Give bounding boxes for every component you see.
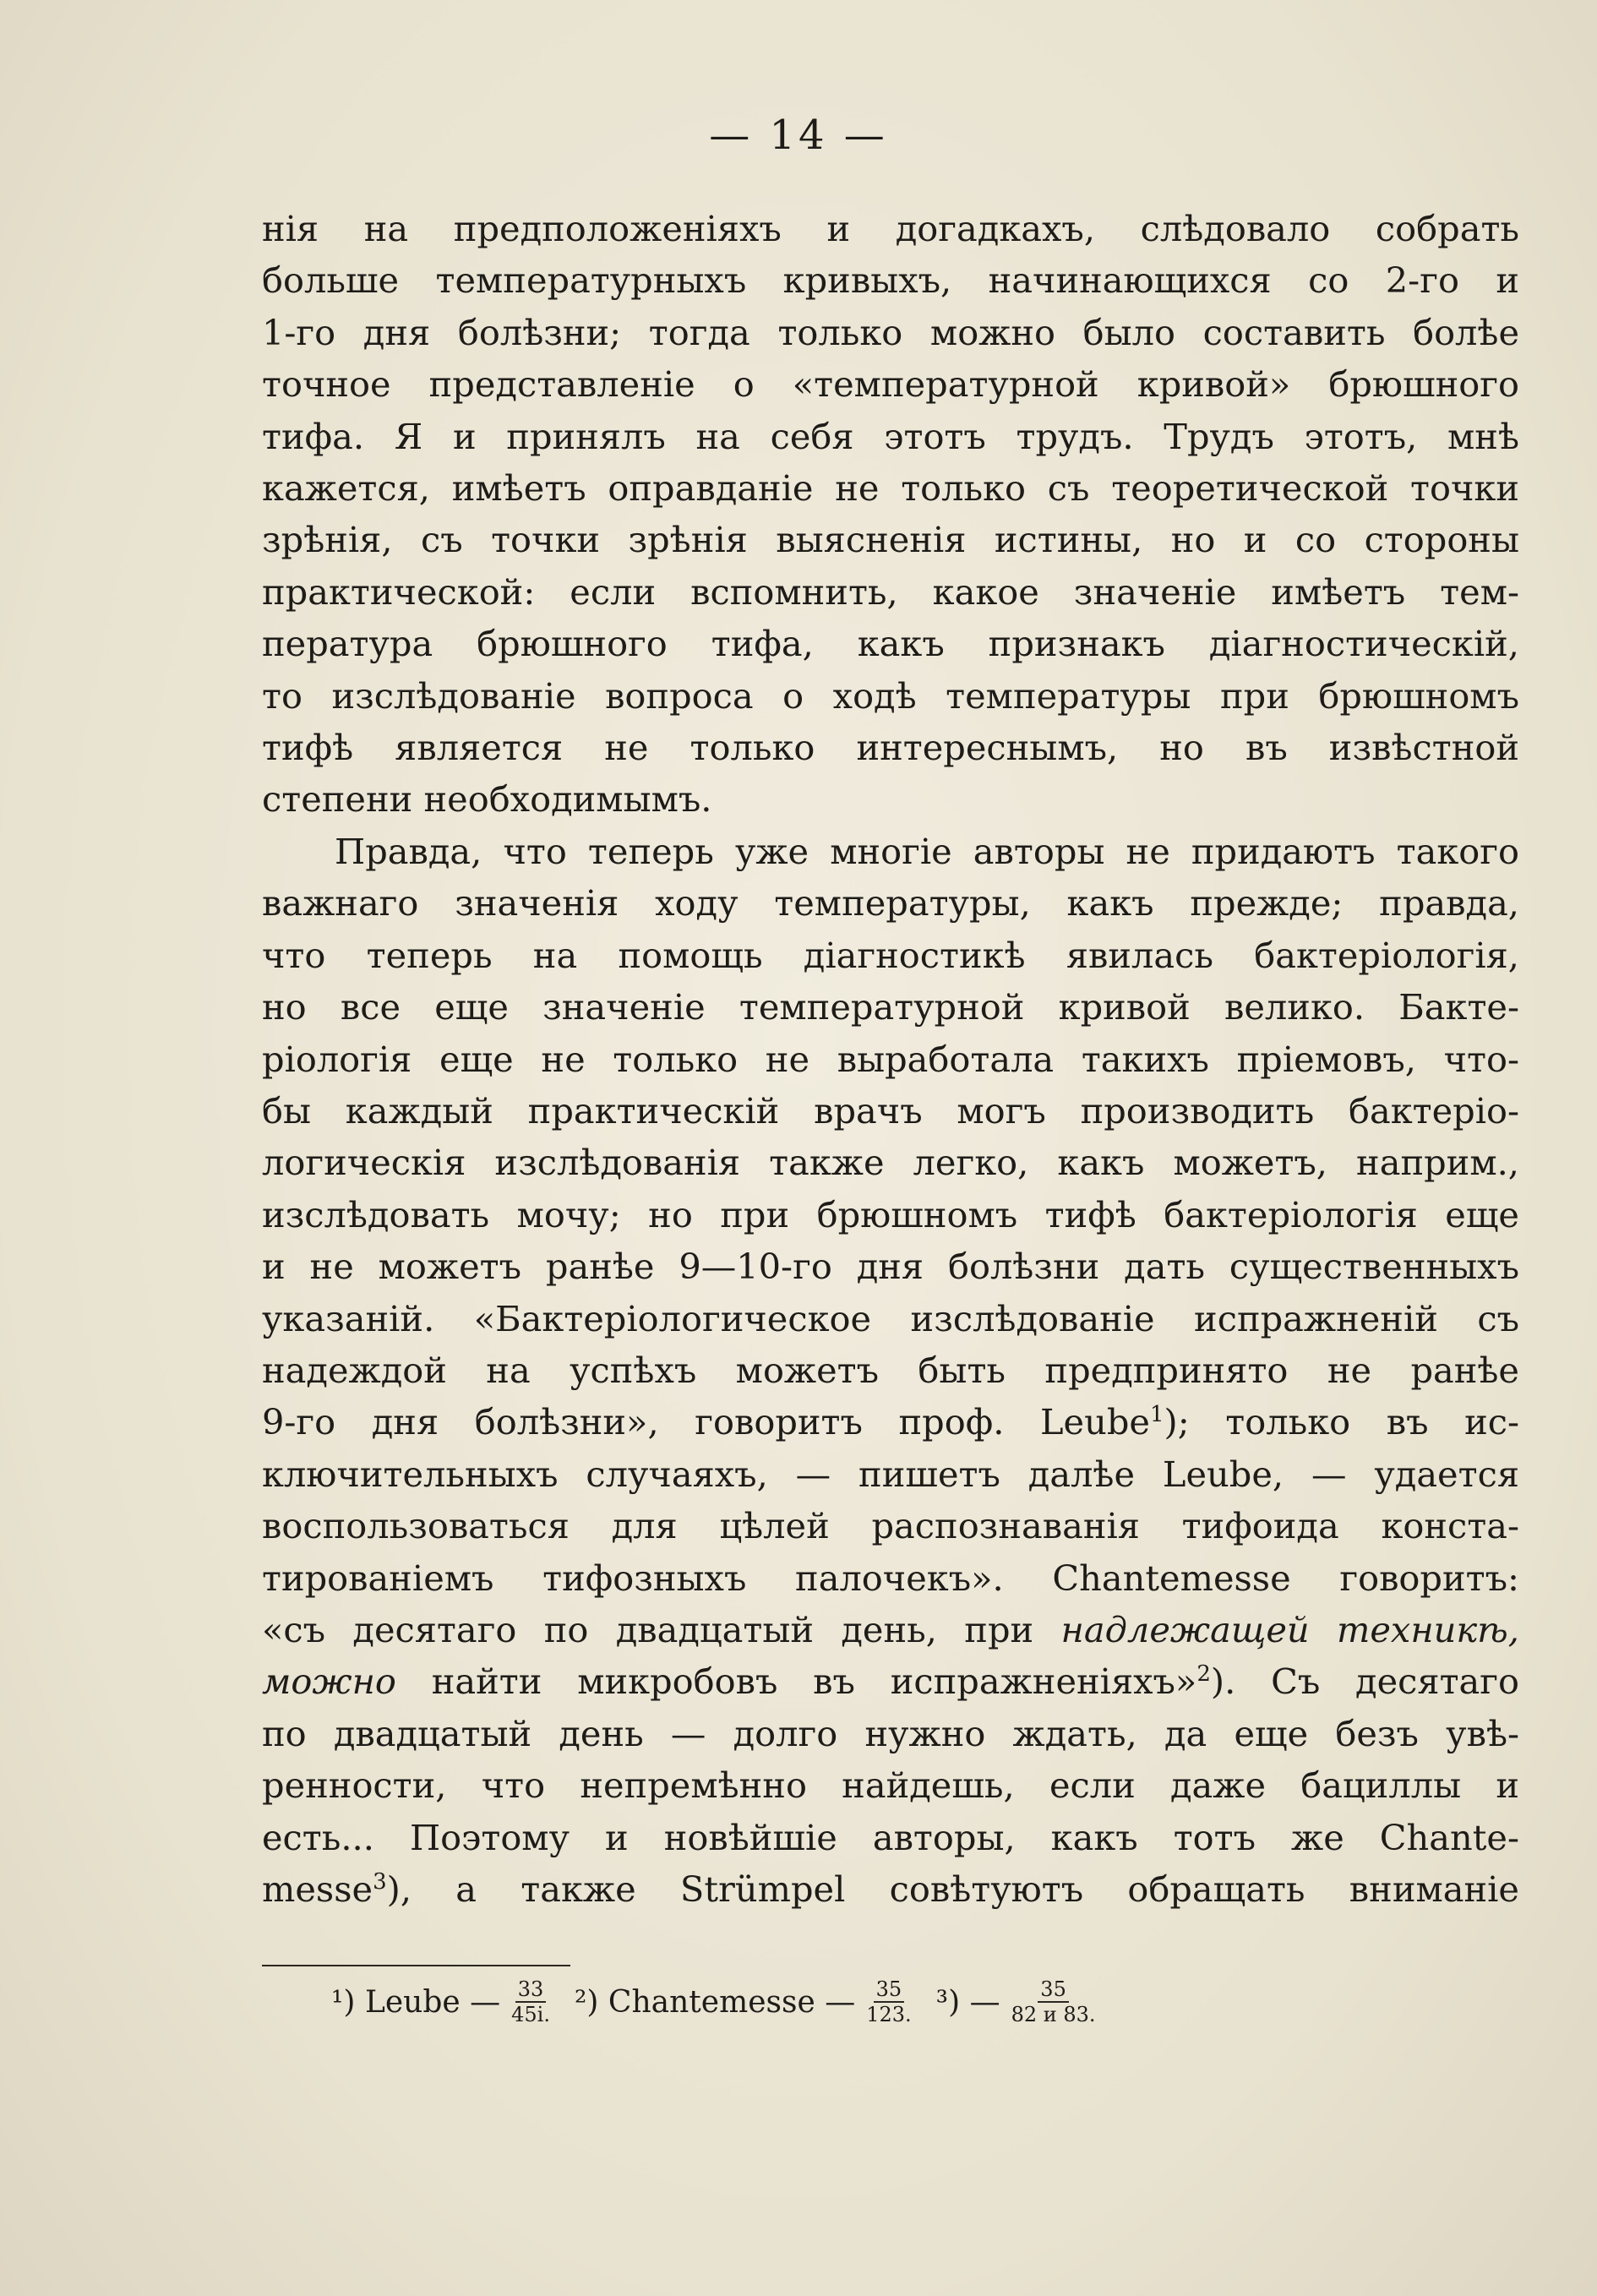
text-fragment: 9-го дня болѣзни», говоритъ проф. Leube	[262, 1401, 1150, 1443]
text-line: важнаго значенія ходу температуры, какъ прежде; правда,	[262, 882, 1519, 924]
footnote-text: Chantemesse —	[608, 1984, 856, 2020]
text-line: что теперь на помощь діагностикѣ явилась бактеріологія,	[262, 934, 1519, 976]
text-line: есть... Поэтому и новѣйшіе авторы, какъ тотъ же Chante-	[262, 1816, 1519, 1858]
text-line: нія на предположеніяхъ и догадкахъ, слѣдовало собрать	[262, 208, 1519, 249]
footnote-ref-1: 1	[1149, 1402, 1164, 1428]
footnote-2	[575, 1977, 914, 2026]
footnote-marker: ¹)	[331, 1984, 356, 2020]
footnote-ref-3: 3	[373, 1869, 387, 1895]
footnote-1	[331, 1977, 553, 2026]
fraction-denominator: 82 и 83.	[1011, 2003, 1096, 2026]
text-line: тифѣ является не только интереснымъ, но въ извѣстной	[262, 727, 1519, 769]
text-line: больше температурныхъ кривыхъ, начинающихся со 2-го и	[262, 259, 1519, 302]
text-line: точное представленіе о «температурной кривой» брюшного	[262, 363, 1519, 406]
footnote-3	[936, 1977, 1098, 2026]
text-line	[262, 1655, 1519, 1707]
text-line: кажется, имѣетъ оправданіе не только съ теоретической точки	[262, 467, 1519, 510]
text-fragment: ); только въ ис-	[1164, 1401, 1520, 1443]
text-line: ріологія еще не только не выработала такихъ пріемовъ, что-	[262, 1038, 1519, 1080]
page-number: — 14 —	[709, 112, 888, 159]
text-line: пература брюшного тифа, какъ признакъ діагностическій,	[262, 623, 1519, 665]
footnote-divider	[262, 1965, 570, 1966]
text-line: зрѣнія, съ точки зрѣнія выясненія истины, но и со стороны	[262, 519, 1519, 561]
text-line: практической: если вспомнить, какое значеніе имѣетъ тем-	[262, 570, 1519, 613]
footnote-marker: ³)	[935, 1984, 961, 2020]
text-line: тифа. Я и принялъ на себя этотъ трудъ. Трудъ этотъ, мнѣ	[262, 415, 1519, 457]
text-line: надеждой на успѣхъ можетъ быть предпринято не ранѣе	[262, 1349, 1519, 1391]
text-line: указаній. «Бактеріологическое изслѣдованіе испражненій съ	[262, 1297, 1519, 1339]
text-line	[262, 1396, 1519, 1448]
text-fragment: найти микробовъ въ испражненіяхъ»	[395, 1661, 1197, 1703]
text-line: по двадцатый день — долго нужно ждать, да еще безъ увѣ-	[262, 1712, 1519, 1754]
fraction-numerator: 33	[515, 1977, 547, 2003]
text-line: но все еще значеніе температурной кривой велико. Бакте-	[262, 986, 1519, 1028]
text-line: ключительныхъ случаяхъ, — пишетъ далѣе Leube, — удается	[262, 1453, 1519, 1495]
italic-text: надлежащей техникѣ,	[1060, 1608, 1519, 1650]
text-fragment: «съ десятаго по двадцатый день, при	[262, 1608, 1061, 1650]
footnote-ref-2: 2	[1196, 1661, 1211, 1688]
text-line: логическія изслѣдованія также легко, какъ можетъ, наприм.,	[262, 1142, 1519, 1184]
fraction-denominator: 45і.	[511, 2003, 550, 2026]
text-line: Правда, что теперь уже многіе авторы не придаютъ такого	[335, 830, 1519, 872]
footnote-text: —	[969, 1984, 1000, 2020]
text-line: то изслѣдованіе вопроса о ходѣ температуры при брюшномъ	[262, 674, 1519, 717]
italic-text: можно	[262, 1661, 396, 1703]
text-line: воспользоваться для цѣлей распознаванія тифоида конста-	[262, 1505, 1519, 1547]
text-line: 1-го дня болѣзни; тогда только можно было составить болѣе	[262, 311, 1519, 353]
footnote-fraction	[509, 1977, 553, 2026]
footnote-text: Leube —	[364, 1984, 501, 2020]
footnote-fraction	[1009, 1977, 1098, 2026]
text-line	[262, 1604, 1519, 1655]
text-fragment: ), а также Strümpel совѣтуютъ обращать вниманіе	[386, 1868, 1519, 1910]
text-line: тированіемъ тифозныхъ палочекъ». Chantemesse говоритъ:	[262, 1557, 1519, 1599]
text-fragment: ). Съ десятаго	[1210, 1661, 1519, 1703]
text-fragment: messe	[262, 1868, 373, 1910]
footnote-marker: ²)	[574, 1984, 599, 2020]
fraction-denominator: 123.	[866, 2003, 912, 2026]
text-line: степени необходимымъ.	[262, 778, 712, 821]
body-text	[262, 203, 1519, 1915]
fraction-numerator: 35	[874, 1977, 905, 2003]
footnote-fraction	[864, 1977, 913, 2026]
fraction-numerator: 35	[1038, 1977, 1069, 2003]
text-line: изслѣдовать мочу; но при брюшномъ тифѣ бактеріологія еще	[262, 1193, 1519, 1235]
text-line: бы каждый практическій врачъ могъ производить бактеріо-	[262, 1089, 1519, 1132]
text-line: ренности, что непремѣнно найдешь, если даже бациллы и	[262, 1764, 1519, 1807]
footnotes	[331, 1977, 1120, 2026]
text-line: и не можетъ ранѣе 9—10-го дня болѣзни дать существенныхъ	[262, 1246, 1519, 1288]
text-line	[262, 1863, 1519, 1915]
